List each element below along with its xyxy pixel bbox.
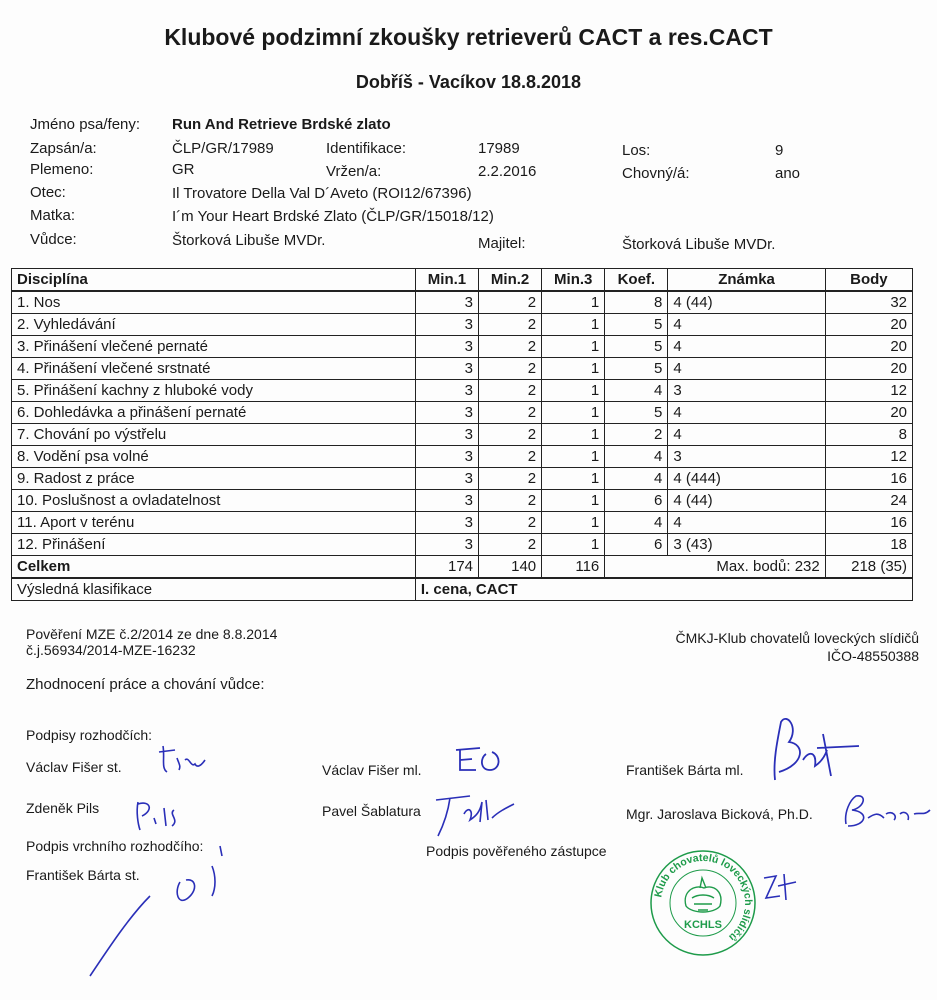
header-coef: Koef.: [605, 269, 668, 292]
mother-label: Matka:: [30, 207, 76, 224]
judge-name-3: František Bárta ml.: [626, 762, 744, 778]
breed-value: GR: [172, 161, 195, 178]
table-row: [12, 358, 913, 380]
authorization-line-2: č.j.56934/2014-MZE-16232: [26, 642, 196, 658]
signature-judge-3: [765, 712, 865, 787]
table-row: [12, 512, 913, 534]
dog-name: Run And Retrieve Brdské zlato: [172, 116, 391, 133]
signature-judge-6: [838, 790, 937, 835]
header-discipline: Disciplína: [12, 269, 416, 292]
min3-cell: 1: [542, 402, 605, 424]
born-value: 2.2.2016: [478, 163, 537, 180]
total-points: 218 (35): [825, 556, 912, 579]
discipline-cell: 11. Aport v terénu: [12, 512, 416, 534]
owner-value: Štorková Libuše MVDr.: [622, 236, 776, 253]
header-min3: Min.3: [542, 269, 605, 292]
signature-delegate: [758, 868, 808, 908]
identification-label: Identifikace:: [326, 140, 407, 157]
min1-cell: 3: [415, 402, 478, 424]
min2-cell: 2: [479, 380, 542, 402]
judge-name-1: Václav Fišer st.: [26, 759, 122, 775]
min3-cell: 1: [542, 512, 605, 534]
total-min1: 174: [415, 556, 478, 579]
points-cell: 20: [825, 314, 912, 336]
judge-name-4: Zdeněk Pils: [26, 800, 100, 816]
handler-value: Štorková Libuše MVDr.: [172, 232, 326, 249]
min1-cell: 3: [415, 534, 478, 556]
points-cell: 20: [825, 336, 912, 358]
signature-chief-judge: [70, 836, 240, 986]
min1-cell: 3: [415, 446, 478, 468]
coef-cell: 6: [605, 490, 668, 512]
coef-cell: 5: [605, 402, 668, 424]
min2-cell: 2: [479, 336, 542, 358]
coef-cell: 8: [605, 291, 668, 314]
stamp-abbr: KCHLS: [684, 919, 722, 931]
grade-cell: 4: [668, 314, 825, 336]
total-min3: 116: [542, 556, 605, 579]
stamp-ring-text: Klub chovatelů loveckých slídičů: [652, 851, 755, 944]
stamp-emblem-icon: [685, 878, 721, 912]
grade-cell: 4: [668, 512, 825, 534]
grade-cell: 3: [668, 446, 825, 468]
coef-cell: 5: [605, 358, 668, 380]
born-label: Vržen/a:: [326, 163, 382, 180]
registered-value: ČLP/GR/17989: [172, 140, 274, 157]
signature-judge-2: [452, 744, 512, 779]
header-min1: Min.1: [415, 269, 478, 292]
grade-cell: 3: [668, 380, 825, 402]
max-points: Max. bodů: 232: [605, 556, 825, 579]
points-cell: 20: [825, 402, 912, 424]
min1-cell: 3: [415, 336, 478, 358]
coef-cell: 4: [605, 512, 668, 534]
points-cell: 20: [825, 358, 912, 380]
father-value: Il Trovatore Della Val D´Aveto (ROI12/67396): [172, 185, 472, 202]
result-label: Výsledná klasifikace: [12, 578, 416, 601]
table-row: [12, 380, 913, 402]
table-row: [12, 534, 913, 556]
table-row: [12, 424, 913, 446]
min2-cell: 2: [479, 446, 542, 468]
result-value: I. cena, CACT: [415, 578, 912, 601]
min2-cell: 2: [479, 534, 542, 556]
coef-cell: 5: [605, 336, 668, 358]
min1-cell: 3: [415, 291, 478, 314]
header-points: Body: [825, 269, 912, 292]
points-cell: 12: [825, 380, 912, 402]
min3-cell: 1: [542, 534, 605, 556]
discipline-cell: 6. Dohledávka a přinášení pernaté: [12, 402, 416, 424]
document-title: Klubové podzimní zkoušky retrieverů CACT a res.CACT: [164, 24, 773, 50]
discipline-cell: 1. Nos: [12, 291, 416, 314]
min1-cell: 3: [415, 380, 478, 402]
signature-judge-1: [155, 738, 215, 778]
breeding-label: Chovný/á:: [622, 165, 690, 182]
coef-cell: 4: [605, 468, 668, 490]
min3-cell: 1: [542, 380, 605, 402]
header-grade: Známka: [668, 269, 825, 292]
discipline-cell: 3. Přinášení vlečené pernaté: [12, 336, 416, 358]
signature-judge-4: [128, 796, 188, 836]
table-header-row: [12, 269, 913, 292]
total-min2: 140: [479, 556, 542, 579]
discipline-cell: 8. Vodění psa volné: [12, 446, 416, 468]
table-row: [12, 490, 913, 512]
judge-name-2: Václav Fišer ml.: [322, 762, 422, 778]
table-row: [12, 291, 913, 314]
delegate-label: Podpis pověřeného zástupce: [426, 843, 607, 859]
total-row: [12, 556, 913, 579]
min3-cell: 1: [542, 424, 605, 446]
min1-cell: 3: [415, 358, 478, 380]
grade-cell: 4: [668, 336, 825, 358]
table-row: [12, 446, 913, 468]
owner-label: Majitel:: [478, 235, 526, 252]
min2-cell: 2: [479, 402, 542, 424]
chief-judge-name: František Bárta st.: [26, 867, 140, 883]
document-subtitle: Dobříš - Vacíkov 18.8.2018: [355, 72, 582, 92]
grade-cell: 4: [668, 424, 825, 446]
min2-cell: 2: [479, 512, 542, 534]
lot-label: Los:: [622, 142, 651, 159]
points-cell: 12: [825, 446, 912, 468]
breed-label: Plemeno:: [30, 161, 94, 178]
discipline-cell: 9. Radost z práce: [12, 468, 416, 490]
judge-name-6: Mgr. Jaroslava Bicková, Ph.D.: [626, 806, 813, 822]
grade-cell: 4 (444): [668, 468, 825, 490]
result-row: [12, 578, 913, 601]
club-name: ČMKJ-Klub chovatelů loveckých slídičů: [675, 630, 919, 646]
coef-cell: 4: [605, 380, 668, 402]
table-row: [12, 468, 913, 490]
min1-cell: 3: [415, 314, 478, 336]
chief-judge-label: Podpis vrchního rozhodčího:: [26, 838, 204, 854]
grade-cell: 4: [668, 358, 825, 380]
coef-cell: 5: [605, 314, 668, 336]
judges-label: Podpisy rozhodčích:: [26, 727, 153, 743]
min3-cell: 1: [542, 336, 605, 358]
table-row: [12, 314, 913, 336]
lot-value: 9: [775, 142, 784, 159]
min2-cell: 2: [479, 490, 542, 512]
min1-cell: 3: [415, 512, 478, 534]
father-label: Otec:: [30, 184, 66, 201]
club-stamp: [648, 848, 758, 958]
min2-cell: 2: [479, 468, 542, 490]
club-ico: IČO-48550388: [827, 648, 919, 664]
min2-cell: 2: [479, 291, 542, 314]
breeding-value: ano: [775, 165, 801, 182]
grade-cell: 4 (44): [668, 490, 825, 512]
evaluation-label: Zhodnocení práce a chování vůdce:: [26, 676, 265, 693]
points-cell: 18: [825, 534, 912, 556]
grade-cell: 3 (43): [668, 534, 825, 556]
identification-value: 17989: [478, 140, 520, 157]
discipline-cell: 10. Poslušnost a ovladatelnost: [12, 490, 416, 512]
signature-judge-5: [430, 792, 520, 840]
grade-cell: 4 (44): [668, 291, 825, 314]
points-cell: 32: [825, 291, 912, 314]
discipline-cell: 2. Vyhledávání: [12, 314, 416, 336]
table-row: [12, 336, 913, 358]
authorization-line-1: Pověření MZE č.2/2014 ze dne 8.8.2014: [26, 626, 278, 642]
points-cell: 8: [825, 424, 912, 446]
coef-cell: 6: [605, 534, 668, 556]
discipline-cell: 7. Chování po výstřelu: [12, 424, 416, 446]
name-label: Jméno psa/feny:: [30, 116, 141, 133]
mother-value: I´m Your Heart Brdské Zlato (ČLP/GR/15018/12): [172, 208, 494, 225]
min3-cell: 1: [542, 446, 605, 468]
grade-cell: 4: [668, 402, 825, 424]
discipline-cell: 4. Přinášení vlečené srstnaté: [12, 358, 416, 380]
min3-cell: 1: [542, 358, 605, 380]
min3-cell: 1: [542, 291, 605, 314]
registered-label: Zapsán/a:: [30, 140, 97, 157]
coef-cell: 4: [605, 446, 668, 468]
header-min2: Min.2: [479, 269, 542, 292]
min2-cell: 2: [479, 358, 542, 380]
min1-cell: 3: [415, 468, 478, 490]
discipline-cell: 5. Přinášení kachny z hluboké vody: [12, 380, 416, 402]
min1-cell: 3: [415, 424, 478, 446]
min3-cell: 1: [542, 490, 605, 512]
points-cell: 16: [825, 512, 912, 534]
min3-cell: 1: [542, 314, 605, 336]
min1-cell: 3: [415, 490, 478, 512]
coef-cell: 2: [605, 424, 668, 446]
judge-name-5: Pavel Šablatura: [322, 803, 421, 819]
handler-label: Vůdce:: [30, 231, 77, 248]
total-label: Celkem: [12, 556, 416, 579]
discipline-table: [11, 268, 913, 601]
points-cell: 16: [825, 468, 912, 490]
table-row: [12, 402, 913, 424]
discipline-cell: 12. Přinášení: [12, 534, 416, 556]
min2-cell: 2: [479, 314, 542, 336]
min2-cell: 2: [479, 424, 542, 446]
points-cell: 24: [825, 490, 912, 512]
min3-cell: 1: [542, 468, 605, 490]
